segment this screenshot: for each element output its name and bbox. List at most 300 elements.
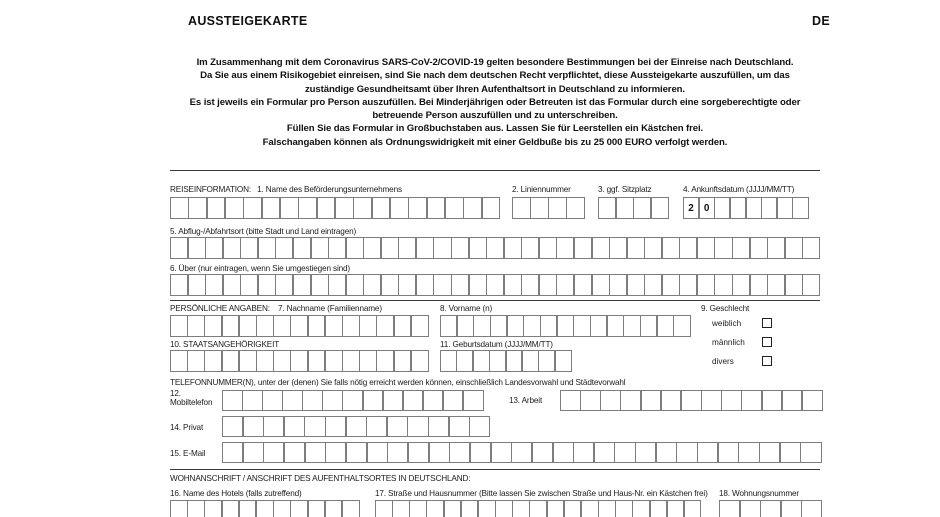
char-box[interactable]	[188, 274, 206, 296]
char-box[interactable]	[284, 416, 305, 437]
field5-label: 5. Abflug-/Abfahrtsort (bitte Stadt und Land eintragen)	[170, 227, 357, 236]
char-box[interactable]	[275, 237, 293, 259]
intro-line: Füllen Sie das Formular in Großbuchstaben aus. Lassen Sie für Leerstellen ein Kästchen frei.	[286, 123, 704, 135]
char-box[interactable]	[222, 442, 243, 463]
char-box[interactable]	[308, 500, 326, 517]
language-code-label: DE	[812, 14, 830, 28]
char-box[interactable]	[657, 315, 674, 337]
char-box[interactable]	[335, 197, 354, 219]
char-box[interactable]	[486, 237, 504, 259]
gender-diverse-checkbox[interactable]	[762, 356, 772, 366]
char-box[interactable]	[242, 390, 263, 411]
char-box[interactable]	[305, 442, 326, 463]
char-box[interactable]	[473, 350, 490, 372]
char-box[interactable]	[651, 197, 669, 219]
char-box[interactable]	[512, 197, 531, 219]
char-box[interactable]	[256, 315, 274, 337]
char-box[interactable]	[223, 274, 241, 296]
char-box[interactable]	[486, 274, 504, 296]
char-box[interactable]	[512, 500, 530, 517]
char-box[interactable]	[521, 237, 539, 259]
char-box[interactable]	[792, 197, 808, 219]
char-box[interactable]	[560, 390, 581, 411]
char-box[interactable]	[721, 390, 742, 411]
char-box[interactable]	[359, 315, 377, 337]
char-box[interactable]	[372, 197, 391, 219]
char-box[interactable]	[328, 237, 346, 259]
char-box[interactable]: 0	[699, 197, 715, 219]
char-box[interactable]	[553, 442, 574, 463]
surname-input[interactable]	[170, 315, 428, 337]
char-box[interactable]	[290, 315, 308, 337]
char-box[interactable]	[188, 197, 207, 219]
char-box[interactable]	[427, 197, 446, 219]
char-box[interactable]	[529, 500, 547, 517]
char-box[interactable]	[489, 350, 506, 372]
char-box[interactable]	[741, 390, 762, 411]
char-box[interactable]	[697, 274, 715, 296]
char-box[interactable]	[590, 315, 607, 337]
char-box[interactable]	[469, 237, 487, 259]
char-box[interactable]	[478, 500, 496, 517]
char-box[interactable]	[376, 350, 394, 372]
char-box[interactable]	[681, 390, 702, 411]
char-box[interactable]	[614, 442, 635, 463]
carrier-name-input[interactable]	[170, 197, 500, 219]
char-box[interactable]	[256, 350, 274, 372]
char-box[interactable]	[346, 442, 367, 463]
street-number-input[interactable]	[375, 500, 701, 517]
char-box[interactable]	[363, 390, 384, 411]
char-box[interactable]	[573, 315, 590, 337]
char-box[interactable]	[760, 500, 781, 517]
char-box[interactable]	[187, 350, 205, 372]
char-box[interactable]	[275, 274, 293, 296]
char-box[interactable]	[507, 315, 524, 337]
char-box[interactable]	[263, 442, 284, 463]
char-box[interactable]	[342, 315, 360, 337]
private-phone-input[interactable]	[222, 416, 490, 437]
char-box[interactable]	[600, 390, 621, 411]
char-box[interactable]	[290, 350, 308, 372]
char-box[interactable]	[540, 315, 557, 337]
char-box[interactable]	[239, 500, 257, 517]
field13-label: 13. Arbeit	[509, 396, 543, 405]
char-box[interactable]	[325, 350, 343, 372]
char-box[interactable]	[311, 237, 329, 259]
char-box[interactable]	[443, 390, 464, 411]
char-box[interactable]	[785, 274, 803, 296]
char-box[interactable]	[594, 442, 615, 463]
mobile-phone-input[interactable]	[222, 390, 483, 411]
char-box[interactable]	[325, 500, 343, 517]
char-box[interactable]	[302, 390, 323, 411]
char-box[interactable]: 2	[683, 197, 699, 219]
char-box[interactable]	[407, 416, 428, 437]
char-box[interactable]	[785, 237, 803, 259]
char-box[interactable]	[409, 500, 427, 517]
char-box[interactable]	[667, 500, 685, 517]
char-box[interactable]	[616, 197, 634, 219]
char-box[interactable]	[511, 442, 532, 463]
char-box[interactable]	[308, 350, 326, 372]
char-box[interactable]	[170, 274, 188, 296]
char-box[interactable]	[262, 390, 283, 411]
nationality-input[interactable]	[170, 350, 428, 372]
char-box[interactable]	[746, 197, 762, 219]
char-box[interactable]	[750, 274, 768, 296]
char-box[interactable]	[714, 274, 732, 296]
char-box[interactable]	[697, 237, 715, 259]
char-box[interactable]	[504, 274, 522, 296]
char-box[interactable]	[463, 197, 482, 219]
char-box[interactable]	[423, 390, 444, 411]
char-box[interactable]	[644, 237, 662, 259]
char-box[interactable]	[457, 315, 474, 337]
char-box[interactable]	[555, 350, 572, 372]
address-section-heading: WOHNANSCHRIFT / ANSCHRIFT DES AUFENTHALTSORTES IN DEUTSCHLAND:	[170, 474, 471, 483]
gender-male-checkbox[interactable]	[762, 337, 772, 347]
char-box[interactable]	[398, 237, 416, 259]
char-box[interactable]	[473, 315, 490, 337]
char-box[interactable]	[490, 315, 507, 337]
char-box[interactable]	[573, 442, 594, 463]
gender-female-checkbox[interactable]	[762, 318, 772, 328]
char-box[interactable]	[730, 197, 746, 219]
char-box[interactable]	[521, 274, 539, 296]
section-divider	[170, 469, 820, 470]
char-box[interactable]	[325, 315, 343, 337]
char-box[interactable]	[662, 237, 680, 259]
char-box[interactable]	[598, 197, 616, 219]
char-box[interactable]	[656, 442, 677, 463]
char-box[interactable]	[273, 315, 291, 337]
char-box[interactable]	[623, 315, 640, 337]
char-box[interactable]	[322, 390, 343, 411]
char-box[interactable]	[346, 237, 364, 259]
char-box[interactable]	[325, 442, 346, 463]
char-box[interactable]	[607, 315, 624, 337]
char-box[interactable]	[366, 416, 387, 437]
char-box[interactable]	[532, 442, 553, 463]
char-box[interactable]	[308, 315, 326, 337]
char-box[interactable]	[444, 500, 462, 517]
char-box[interactable]	[641, 390, 662, 411]
char-box[interactable]	[304, 416, 325, 437]
char-box[interactable]	[469, 416, 490, 437]
char-box[interactable]	[408, 442, 429, 463]
field12-label: Mobiltelefon	[170, 398, 213, 407]
char-box[interactable]	[750, 237, 768, 259]
char-box[interactable]	[394, 350, 412, 372]
char-box[interactable]	[222, 390, 243, 411]
char-box[interactable]	[363, 237, 381, 259]
char-box[interactable]	[170, 350, 188, 372]
char-box[interactable]	[482, 197, 501, 219]
char-box[interactable]	[311, 274, 329, 296]
char-box[interactable]	[293, 274, 311, 296]
char-box[interactable]	[802, 390, 823, 411]
char-box[interactable]	[491, 442, 512, 463]
char-box[interactable]	[411, 350, 429, 372]
char-box[interactable]	[222, 500, 240, 517]
char-box[interactable]	[451, 274, 469, 296]
char-box[interactable]	[679, 237, 697, 259]
char-box[interactable]	[170, 197, 189, 219]
char-box[interactable]	[449, 416, 470, 437]
char-box[interactable]	[470, 442, 491, 463]
char-box[interactable]	[428, 416, 449, 437]
char-box[interactable]	[609, 237, 627, 259]
char-box[interactable]	[556, 274, 574, 296]
char-box[interactable]	[204, 350, 222, 372]
char-box[interactable]	[592, 274, 610, 296]
field15-label: 15. E-Mail	[170, 449, 206, 458]
char-box[interactable]	[187, 315, 205, 337]
char-box[interactable]	[644, 274, 662, 296]
char-box[interactable]	[801, 500, 822, 517]
char-box[interactable]	[392, 500, 410, 517]
char-box[interactable]	[204, 500, 222, 517]
char-box[interactable]	[632, 500, 650, 517]
email-input[interactable]	[222, 442, 821, 463]
char-box[interactable]	[802, 274, 820, 296]
char-box[interactable]	[376, 315, 394, 337]
char-box[interactable]	[328, 274, 346, 296]
char-box[interactable]	[398, 274, 416, 296]
char-box[interactable]	[433, 237, 451, 259]
char-box[interactable]	[416, 274, 434, 296]
char-box[interactable]	[440, 315, 457, 337]
char-box[interactable]	[620, 390, 641, 411]
char-box[interactable]	[222, 416, 243, 437]
char-box[interactable]	[367, 442, 388, 463]
char-box[interactable]	[633, 197, 651, 219]
char-box[interactable]	[635, 442, 656, 463]
char-box[interactable]	[800, 442, 821, 463]
char-box[interactable]	[780, 442, 801, 463]
char-box[interactable]	[679, 274, 697, 296]
char-box[interactable]	[394, 315, 412, 337]
char-box[interactable]	[802, 237, 820, 259]
work-phone-input[interactable]	[560, 390, 822, 411]
seat-number-input[interactable]	[598, 197, 668, 219]
char-box[interactable]	[222, 315, 240, 337]
char-box[interactable]	[463, 390, 484, 411]
char-box[interactable]	[170, 500, 188, 517]
char-box[interactable]	[504, 237, 522, 259]
char-box[interactable]	[256, 500, 274, 517]
char-box[interactable]	[273, 350, 291, 372]
char-box[interactable]	[170, 315, 188, 337]
char-box[interactable]	[732, 237, 750, 259]
char-box[interactable]	[280, 197, 299, 219]
char-box[interactable]	[598, 500, 616, 517]
firstname-input[interactable]	[440, 315, 690, 337]
char-box[interactable]	[363, 274, 381, 296]
char-box[interactable]	[495, 500, 513, 517]
char-box[interactable]	[548, 197, 567, 219]
char-box[interactable]	[767, 237, 785, 259]
char-box[interactable]	[188, 237, 206, 259]
char-box[interactable]	[592, 237, 610, 259]
char-box[interactable]	[539, 237, 557, 259]
char-box[interactable]	[240, 237, 258, 259]
char-box[interactable]	[676, 442, 697, 463]
char-box[interactable]	[205, 274, 223, 296]
char-box[interactable]	[346, 274, 364, 296]
char-box[interactable]	[530, 197, 549, 219]
char-box[interactable]	[433, 274, 451, 296]
char-box[interactable]	[609, 274, 627, 296]
char-box[interactable]	[298, 197, 317, 219]
char-box[interactable]	[557, 315, 574, 337]
char-box[interactable]	[408, 197, 427, 219]
char-box[interactable]	[342, 390, 363, 411]
char-box[interactable]	[390, 197, 409, 219]
char-box[interactable]	[207, 197, 226, 219]
char-box[interactable]	[556, 237, 574, 259]
gender-diverse-label: divers	[712, 356, 734, 366]
section-divider	[170, 300, 820, 301]
char-box[interactable]	[440, 350, 457, 372]
char-box[interactable]	[205, 237, 223, 259]
field4-label: 4. Ankunftsdatum (JJJJ/MM/TT)	[683, 185, 795, 194]
char-box[interactable]	[353, 197, 372, 219]
char-box[interactable]	[523, 315, 540, 337]
char-box[interactable]	[574, 274, 592, 296]
char-box[interactable]	[262, 197, 281, 219]
char-box[interactable]	[342, 500, 360, 517]
char-box[interactable]	[451, 237, 469, 259]
intro-line: Falschangaben können als Ordnungswidrigkeit mit einer Geldbuße bis zu 25 000 EURO verfolgt werden.	[262, 136, 728, 148]
char-box[interactable]	[564, 500, 582, 517]
char-box[interactable]	[697, 442, 718, 463]
char-box[interactable]	[461, 500, 479, 517]
char-box[interactable]	[187, 500, 205, 517]
char-box[interactable]	[627, 237, 645, 259]
char-box[interactable]	[325, 416, 346, 437]
char-box[interactable]	[782, 390, 803, 411]
char-box[interactable]	[767, 274, 785, 296]
char-box[interactable]	[375, 500, 393, 517]
char-box[interactable]	[469, 274, 487, 296]
char-box[interactable]	[615, 500, 633, 517]
char-box[interactable]	[243, 442, 264, 463]
char-box[interactable]	[538, 350, 555, 372]
char-box[interactable]	[204, 315, 222, 337]
char-box[interactable]	[282, 390, 303, 411]
char-box[interactable]	[290, 500, 308, 517]
char-box[interactable]	[456, 350, 473, 372]
char-box[interactable]	[170, 237, 188, 259]
char-box[interactable]	[223, 237, 241, 259]
char-box[interactable]	[574, 237, 592, 259]
char-box[interactable]	[383, 390, 404, 411]
char-box[interactable]	[738, 442, 759, 463]
char-box[interactable]	[714, 197, 730, 219]
char-box[interactable]	[506, 350, 523, 372]
char-box[interactable]	[640, 315, 657, 337]
line-number-input[interactable]	[512, 197, 584, 219]
field10-label: 10. STAATSANGEHÖRIGKEIT	[170, 340, 280, 349]
char-box[interactable]	[684, 500, 702, 517]
char-box[interactable]	[258, 237, 276, 259]
arrival-date-input[interactable]	[683, 197, 808, 219]
char-box[interactable]	[762, 390, 783, 411]
char-box[interactable]	[225, 197, 244, 219]
char-box[interactable]	[381, 274, 399, 296]
char-box[interactable]	[449, 442, 470, 463]
char-box[interactable]	[673, 315, 690, 337]
char-box[interactable]	[761, 197, 777, 219]
char-box[interactable]	[258, 274, 276, 296]
char-box[interactable]	[662, 274, 680, 296]
char-box[interactable]	[429, 442, 450, 463]
char-box[interactable]	[416, 237, 434, 259]
char-box[interactable]	[359, 350, 377, 372]
char-box[interactable]	[284, 442, 305, 463]
char-box[interactable]	[701, 390, 722, 411]
char-box[interactable]	[581, 500, 599, 517]
char-box[interactable]	[759, 442, 780, 463]
char-box[interactable]	[411, 315, 429, 337]
char-box[interactable]	[387, 416, 408, 437]
char-box[interactable]	[222, 350, 240, 372]
char-box[interactable]	[661, 390, 682, 411]
char-box[interactable]	[580, 390, 601, 411]
char-box[interactable]	[243, 416, 264, 437]
char-box[interactable]	[263, 416, 284, 437]
char-box[interactable]	[293, 237, 311, 259]
via-place-input[interactable]	[170, 274, 820, 296]
char-box[interactable]	[426, 500, 444, 517]
char-box[interactable]	[718, 442, 739, 463]
hotel-name-input[interactable]	[170, 500, 359, 517]
char-box[interactable]	[522, 350, 539, 372]
char-box[interactable]	[732, 274, 750, 296]
char-box[interactable]	[781, 500, 802, 517]
char-box[interactable]	[714, 237, 732, 259]
char-box[interactable]	[539, 274, 557, 296]
field7-label: 7. Nachname (Familienname)	[277, 304, 382, 313]
char-box[interactable]	[719, 500, 740, 517]
char-box[interactable]	[650, 500, 668, 517]
section-heading-text: REISEINFORMATION:	[170, 185, 251, 194]
char-box[interactable]	[547, 500, 565, 517]
char-box[interactable]	[240, 274, 258, 296]
apartment-number-input[interactable]	[719, 500, 822, 517]
char-box[interactable]	[627, 274, 645, 296]
char-box[interactable]	[387, 442, 408, 463]
char-box[interactable]	[239, 315, 257, 337]
char-box[interactable]	[403, 390, 424, 411]
char-box[interactable]	[566, 197, 585, 219]
char-box[interactable]	[273, 500, 291, 517]
char-box[interactable]	[445, 197, 464, 219]
departure-place-input[interactable]	[170, 237, 820, 259]
char-box[interactable]	[317, 197, 336, 219]
birthdate-input[interactable]	[440, 350, 571, 372]
char-box[interactable]	[243, 197, 262, 219]
intro-line: Im Zusammenhang mit dem Coronavirus SARS-CoV-2/COVID-19 gelten besondere Bestimmungen bei der Einreise nach Deutschland.	[196, 57, 794, 68]
char-box[interactable]	[740, 500, 761, 517]
char-box[interactable]	[381, 237, 399, 259]
char-box[interactable]	[342, 350, 360, 372]
char-box[interactable]	[346, 416, 367, 437]
char-box[interactable]	[777, 197, 793, 219]
char-box[interactable]	[239, 350, 257, 372]
